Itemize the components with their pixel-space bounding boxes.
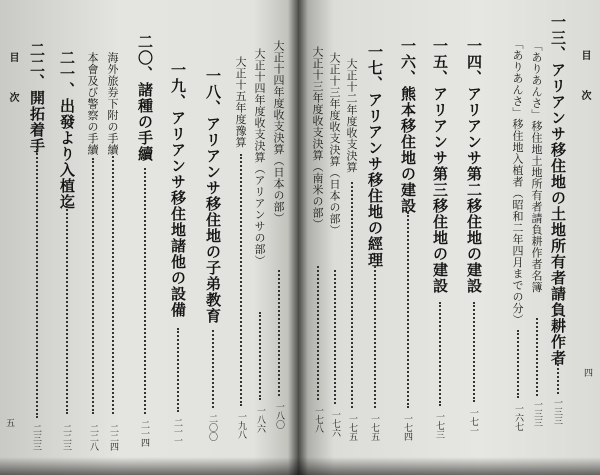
toc-page-number: 一七四 — [402, 414, 412, 441]
toc-entry-title: 一八、アリアンサ移住地の子弟教育 — [204, 68, 222, 324]
right-page — [298, 0, 600, 475]
toc-subentry: 海外旅券下附の手續 — [106, 52, 119, 156]
toc-entry-title: 一五、アリアンサ第三移住地の建設 — [431, 38, 449, 294]
left-page — [0, 0, 298, 475]
toc-page-number: 一七五 — [347, 414, 357, 441]
toc-entry-title: 二〇、諸種の手續 — [136, 34, 154, 162]
toc-subentry: 大正十三年度收支決算（日本の部） — [328, 52, 341, 236]
dot-leader — [212, 330, 214, 408]
toc-subentry: 大正十四年度收支決算（アリアンサの部） — [253, 48, 266, 267]
toc-page-number: 一七三 — [434, 412, 444, 439]
toc-entry-title: 一四、アリアンサ第二移住地の建設 — [465, 38, 483, 294]
toc-page-number: 二二四 — [108, 424, 118, 451]
toc-subentry: 大正十五年度豫算 — [234, 56, 247, 148]
toc-entry-title: 二一、出發より入植迄 — [58, 50, 76, 210]
dot-leader — [112, 156, 114, 414]
toc-page-number: 一七一 — [468, 408, 478, 435]
dot-leader — [473, 302, 475, 402]
toc-page-number: 一七六 — [330, 410, 340, 437]
dot-leader — [536, 318, 538, 396]
toc-subentry: 「ありあんさ」移住地入植者（昭和二年四月までの分） — [511, 38, 524, 326]
toc-page-number: 二一一 — [172, 418, 182, 445]
toc-subentry: 大正十二年度收支決算 — [345, 58, 358, 173]
dot-leader — [92, 158, 94, 414]
dot-leader — [374, 266, 376, 408]
dot-leader — [66, 206, 68, 414]
dot-leader — [557, 356, 559, 394]
toc-entry-title: 一六、熊本移住地の建設 — [399, 38, 417, 214]
running-head: 目 次 — [7, 52, 18, 102]
toc-page-number: 一三三 — [532, 400, 542, 427]
toc-entry-title: 一三、アリアンサ移住地の土地所有者請負耕作者 — [549, 14, 567, 366]
page-bottom-shadow — [0, 457, 600, 475]
toc-page-number: 二二三 — [61, 424, 71, 451]
dot-leader — [36, 146, 38, 418]
dot-leader — [317, 266, 319, 400]
toc-page-number: 二一四 — [139, 420, 149, 447]
dot-leader — [177, 328, 179, 412]
dot-leader — [144, 168, 146, 414]
dot-leader — [278, 270, 280, 396]
folio: 四 — [582, 368, 592, 377]
toc-subentry: 大正十四年度收支決算（日本の部） — [272, 40, 285, 224]
dot-leader — [439, 302, 441, 406]
toc-subentry: 本會及び警察の手續 — [86, 52, 99, 156]
dot-leader — [351, 182, 353, 408]
dot-leader — [259, 312, 261, 400]
toc-page-number: 一八六 — [255, 406, 265, 433]
folio: 五 — [4, 418, 14, 427]
toc-subentry: 大正十三年度收支決算（南米の部） — [311, 46, 324, 230]
toc-entry-title: 二二、開拓着手 — [28, 42, 46, 154]
toc-page-number: 一六七 — [513, 404, 523, 431]
dot-leader — [517, 330, 519, 398]
running-head: 目 次 — [579, 50, 590, 100]
toc-page-number: 二三三 — [31, 424, 41, 451]
dot-leader — [407, 212, 409, 408]
toc-page-number: 二〇〇 — [207, 414, 217, 441]
toc-page-number: 一八〇 — [274, 402, 284, 429]
toc-page-number: 一七五 — [369, 414, 379, 441]
toc-page-number: 一三三 — [552, 398, 562, 425]
toc-page-number: 一九八 — [236, 412, 246, 439]
toc-subentry: 「ありあんさ」移住地土地所有者請負耕作者名簿 — [530, 40, 543, 293]
dot-leader — [240, 154, 242, 406]
book-gutter — [288, 0, 308, 475]
toc-page-number: 二二八 — [88, 424, 98, 451]
dot-leader — [334, 270, 336, 404]
toc-entry-title: 一九、アリアンサ移住地諸他の設備 — [169, 62, 187, 318]
toc-page-number: 一七八 — [313, 406, 323, 433]
toc-entry-title: 一七、アリアンサ移住地の經理 — [366, 44, 384, 268]
